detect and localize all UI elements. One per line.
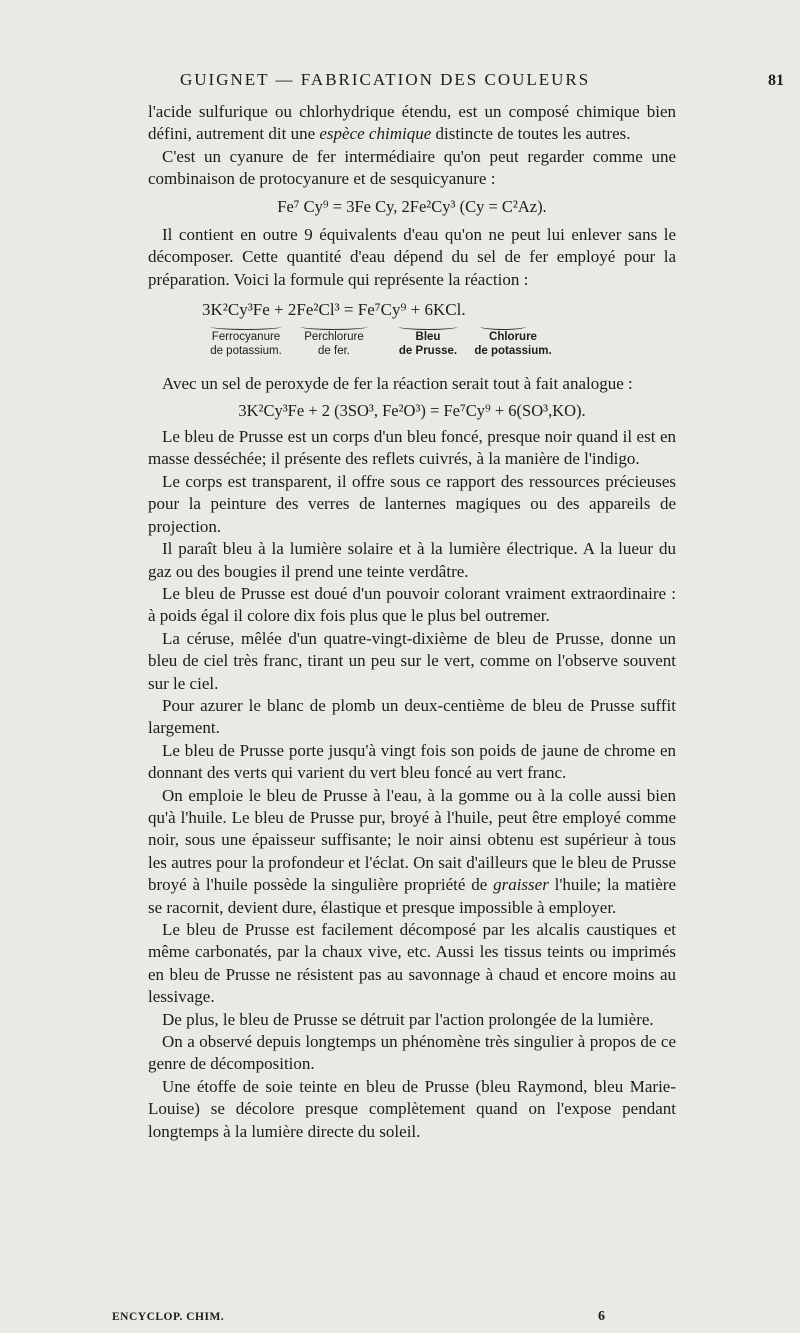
paragraph: De plus, le bleu de Prusse se détruit par l'action prolongée de la lumière. [162, 1009, 654, 1029]
paragraph: Le bleu de Prusse est facilement décomposé par les alcalis caustiques et même carbonatés, par la chaux vive, etc. Aussi les tissus teints ou imprimés en bleu de Prusse ne résistent pas au savonnage à chaud et encore moins au lessivage. [148, 920, 676, 1007]
body-text [148, 101, 676, 1143]
reaction-formula: 3K²Cy³Fe + 2Fe²Cl³ = Fe⁷Cy⁹ + 6KCl. [202, 300, 466, 320]
paragraph: Il paraît bleu à la lumière solaire et à la lumière électrique. A la lueur du gaz ou des bougies il prend une teinte verdâtre. [148, 539, 676, 581]
page-header [0, 70, 800, 98]
signature-label: ENCYCLOP. CHIM. [112, 1311, 225, 1323]
brace [480, 323, 526, 330]
paragraph: Le bleu de Prusse est doué d'un pouvoir colorant vraiment extraordinaire : à poids égal il colore dix fois plus que le plus bel outremer. [148, 583, 676, 626]
paragraph: C'est un cyanure de fer intermédiaire qu'on peut regarder comme une combinaison de protocyanure et de sesquicyanure : [148, 146, 676, 189]
paragraph: Avec un sel de peroxyde de fer la réaction serait tout à fait analogue : [162, 374, 633, 394]
paragraph: Une étoffe de soie teinte en bleu de Prusse (bleu Raymond, bleu Marie-Louise) se décolore presque complètement quand on l'expose pendant longtemps à la lumière directe du soleil. [148, 1076, 676, 1141]
equation: 3K²Cy³Fe + 2 (3SO³, Fe²O³) = Fe⁷Cy⁹ + 6(SO³,KO). [238, 400, 586, 420]
paragraph: Le corps est transparent, il offre sous ce rapport des ressources précieuses pour la peinture des verres de lanternes magiques ou des appareils de projection. [148, 471, 676, 536]
emphasis: graisser [493, 875, 549, 895]
paragraph: Pour azurer le blanc de plomb un deux-centième de bleu de Prusse suffit largement. [148, 695, 676, 738]
reaction-label: Bleu de Prusse. [398, 331, 458, 358]
equation: Fe⁷ Cy⁹ = 3Fe Cy, 2Fe²Cy³ (Cy = C²Az). [277, 196, 547, 216]
reaction-label: Ferrocyanure de potassium. [210, 331, 282, 358]
reaction-label: Perchlorure de fer. [304, 331, 364, 358]
paragraph: On emploie le bleu de Prusse à l'eau, à la gomme ou à la colle aussi bien qu'à l'huile. Le bleu de Prusse pur, broyé à l'huile, peut être employé comme noir, sous une épaisseur suffisante; le noir ainsi obtenu est supérieur à tous les autres pour la profondeur et l'éclat. On sait d'ailleurs que le bleu de Prusse broyé à l'huile possède la singulière propriété de graisser l'huile; la matière se racornit, devient dure, élastique et presque impossible à employer. [148, 785, 676, 917]
paragraph: La céruse, mêlée d'un quatre-vingt-dixième de bleu de Prusse, donne un bleu de ciel très franc, tirant un peu sur le vert, comme on l'observe souvent sur le ciel. [148, 628, 676, 693]
paragraph: Le bleu de Prusse est un corps d'un bleu foncé, presque noir quand il est en masse desséchée; il présente des reflets cuivrés, à la manière de l'indigo. [148, 427, 676, 469]
reaction-label: Chlorure de potassium. [474, 331, 552, 358]
reaction-equation [148, 299, 676, 369]
page-footer [0, 1307, 800, 1327]
brace [300, 323, 368, 330]
paragraph: Le bleu de Prusse porte jusqu'à vingt fois son poids de jaune de chrome en donnant des verts qui varient du vert bleu foncé au vert franc. [148, 740, 676, 783]
signature-number: 6 [598, 1309, 605, 1324]
brace [398, 323, 458, 330]
running-title: GUIGNET — FABRICATION DES COULEURS [180, 70, 591, 89]
paragraph: On a observé depuis longtemps un phénomène très singulier à propos de ce genre de décomposition. [148, 1032, 676, 1074]
emphasis: espèce chimique [319, 124, 432, 144]
paragraph: Il contient en outre 9 équivalents d'eau qu'on ne peut lui enlever sans le décomposer. Cette quantité d'eau dépend du sel de fer employé pour la préparation. Voici la formule qui représente la réaction : [148, 225, 676, 289]
page-number: 81 [768, 72, 784, 89]
paragraph: l'acide sulfurique ou chlorhydrique étendu, est un composé chimique bien défini, autrement dit une espèce chimique distincte de toutes les autres. [148, 102, 676, 144]
brace [210, 323, 282, 330]
